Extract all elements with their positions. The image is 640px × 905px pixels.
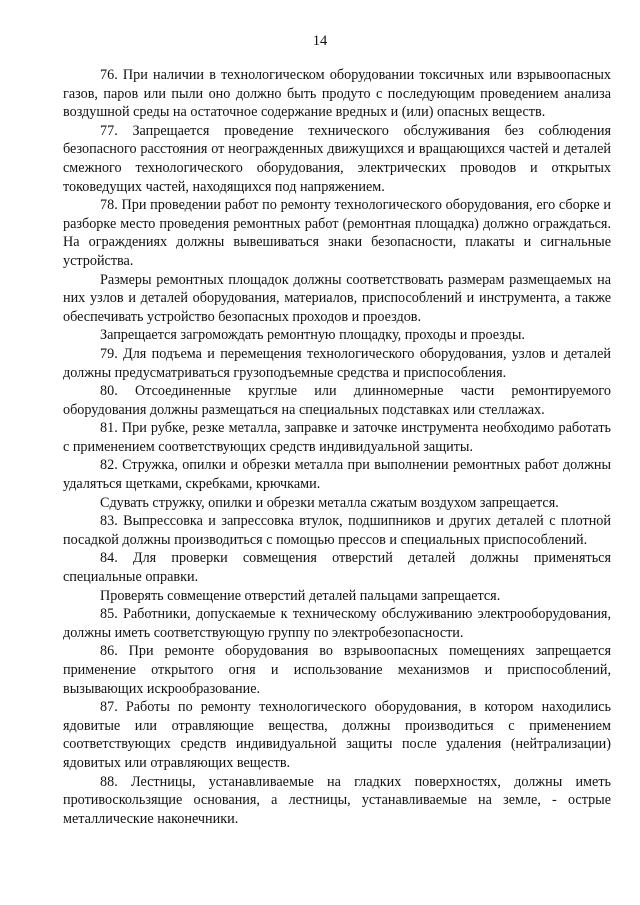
paragraph-76: 76. При наличии в технологическом оборудовании токсичных или взрывоопасных газов, паров или пыли оно должно быть продуто с последующим проведением анализа воздушной среды на остаточное содержание вредных и (или) опасных веществ. xyxy=(63,67,611,121)
paragraph-84-prohibition: Проверять совмещение отверстий деталей пальцами запрещается. xyxy=(100,587,501,604)
paragraph-88: 88. Лестницы, устанавливаемые на гладких поверхностях, должны иметь противоскользящие основания, а лестницы, устанавливаемые на земле, - острые металлические наконечники. xyxy=(63,773,611,827)
paragraph-78-prohibition: Запрещается загромождать ремонтную площадку, проходы и проезды. xyxy=(100,327,525,344)
paragraph-77: 77. Запрещается проведение технического обслуживания без соблюдения безопасного расстояния от неогражденных движущихся и вращающихся частей и деталей смежного технологического оборудования, электрических проводов и открытых токоведущих частей, находящихся под напряжением. xyxy=(63,122,611,195)
page-number: 14 xyxy=(312,33,328,49)
paragraph-78-sizes: Размеры ремонтных площадок должны соответствовать размерам размещаемых на них узлов и деталей оборудования, материалов, приспособлений и инструмента, а также обеспечивать устройство безопасных проходов и проездов. xyxy=(63,271,611,325)
paragraph-80: 80. Отсоединенные круглые или длинномерные части ремонтируемого оборудования должны размещаться на специальных подставках или стеллажах. xyxy=(63,383,611,418)
paragraph-85: 85. Работники, допускаемые к техническому обслуживанию электрооборудования, должны иметь соответствующую группу по электробезопасности. xyxy=(63,606,611,641)
paragraph-82-prohibition: Сдувать стружку, опилки и обрезки металла сжатым воздухом запрещается. xyxy=(100,494,559,511)
paragraph-86: 86. При ремонте оборудования во взрывоопасных помещениях запрещается применение открытого огня и использование механизмов и приспособлений, вызывающих искрообразование. xyxy=(63,643,611,697)
paragraph-79: 79. Для подъема и перемещения технологического оборудования, узлов и деталей должны предусматриваться грузоподъемные средства и приспособления. xyxy=(63,345,611,381)
paragraph-78: 78. При проведении работ по ремонту технологического оборудования, его сборке и разборке место проведения ремонтных работ (ремонтная площадка) должно ограждаться. На ограждениях должны вывешиваться знаки безопасности, плакаты и сигнальные устройства. xyxy=(63,197,611,269)
paragraph-81: 81. При рубке, резке металла, заправке и заточке инструмента необходимо работать с применением соответствующих средств индивидуальной защиты. xyxy=(63,420,611,455)
paragraph-87: 87. Работы по ремонту технологического оборудования, в котором находились ядовитые или отравляющие вещества, должны производиться с применением соответствующих средств индивидуальной защиты после удаления (нейтрализации) ядовитых или отравляющих веществ. xyxy=(63,699,611,771)
paragraph-84: 84. Для проверки совмещения отверстий деталей должны применяться специальные оправки. xyxy=(63,550,611,586)
document-body xyxy=(63,66,611,828)
paragraph-82: 82. Стружка, опилки и обрезки металла при выполнении ремонтных работ должны удаляться щетками, скребками, крючками. xyxy=(63,457,611,493)
paragraph-83: 83. Выпрессовка и запрессовка втулок, подшипников и других деталей с плотной посадкой должны производиться с помощью прессов и специальных приспособлений. xyxy=(63,513,611,548)
